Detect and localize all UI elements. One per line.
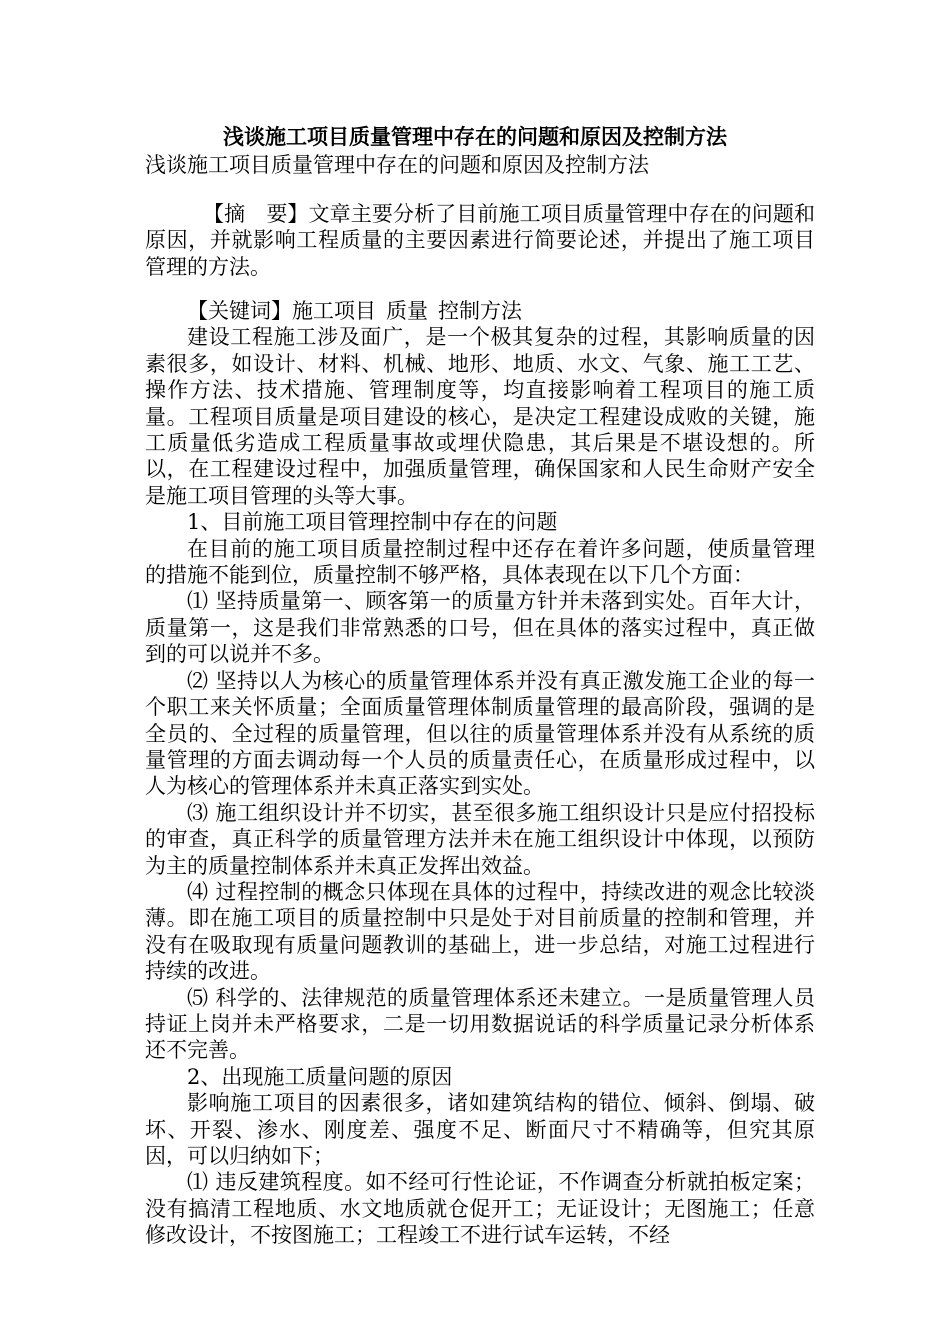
keywords-line xyxy=(145,298,815,324)
body-paragraph: 在目前的施工项目质量控制过程中还存在着许多问题，使质量管理的措施不能到位，质量控制不够严格，具体表现在以下几个方面： xyxy=(145,536,815,588)
body-paragraph: 建设工程施工涉及面广，是一个极其复杂的过程，其影响质量的因素很多，如设计、材料、机械、地形、地质、水文、气象、施工工艺、操作方法、技术措施、管理制度等，均直接影响着工程项目的施工质量。工程项目质量是项目建设的核心，是决定工程建设成败的关键，施工质量低劣造成工程质量事故或埋伏隐患，其后果是不堪设想的。所以，在工程建设过程中，加强质量管理，确保国家和人民生命财产安全是施工项目管理的头等大事。 xyxy=(145,325,815,508)
document-title: 浅谈施工项目质量管理中存在的问题和原因及控制方法 xyxy=(223,124,727,149)
keyword-term: 质量 xyxy=(386,299,428,323)
list-item: ⑶ 施工组织设计并不切实，甚至很多施工组织设计只是应付招投标的审查，真正科学的质量管理方法并未在施工组织设计中体现，以预防为主的质量控制体系并未真正发挥出效益。 xyxy=(145,800,815,878)
keywords-label: 【关键词】 xyxy=(187,299,292,323)
list-item: ⑴ 违反建筑程度。如不经可行性论证，不作调查分析就拍板定案；没有搞清工程地质、水文地质就仓促开工；无证设计；无图施工；任意修改设计，不按图施工；工程竣工不进行试车运转，不经 xyxy=(145,1170,815,1248)
body-section xyxy=(145,298,815,1249)
list-item: ⑸ 科学的、法律规范的质量管理体系还未建立。一是质量管理人员持证上岗并未严格要求，二是一切用数据说话的科学质量记录分析体系还不完善。 xyxy=(145,985,815,1063)
body-paragraph: 影响施工项目的因素很多，诸如建筑结构的错位、倾斜、倒塌、破坏、开裂、渗水、刚度差、强度不足、断面尺寸不精确等，但究其原因，可以归纳如下； xyxy=(145,1091,815,1168)
section-heading: 1、目前施工项目管理控制中存在的问题 xyxy=(187,510,558,535)
keyword-term: 施工项目 xyxy=(292,299,376,323)
abstract-section xyxy=(145,201,815,280)
document-subtitle: 浅谈施工项目质量管理中存在的问题和原因及控制方法 xyxy=(145,153,649,177)
list-item: ⑷ 过程控制的概念只体现在具体的过程中，持续改进的观念比较淡薄。即在施工项目的质量控制中只是处于对目前质量的控制和管理，并没有在吸取现有质量问题教训的基础上，进一步总结，对施工过程进行持续的改进。 xyxy=(145,879,815,984)
list-item: ⑵ 坚持以人为核心的质量管理体系并没有真正激发施工企业的每一个职工来关怀质量；全面质量管理体制质量管理的最高阶段，强调的是全员的、全过程的质量管理，但以往的质量管理体系并没有从系统的质量管理的方面去调动每一个人员的质量责任心，在质量形成过程中，以人为核心的管理体系并未真正落实到实处。 xyxy=(145,668,815,799)
abstract-paragraph: 【摘 要】文章主要分析了目前施工项目质量管理中存在的问题和原因，并就影响工程质量的主要因素进行简要论述，并提出了施工项目管理的方法。 xyxy=(145,202,815,279)
list-item: ⑴ 坚持质量第一、顾客第一的质量方针并未落到实处。百年大计，质量第一，这是我们非常熟悉的口号，但在具体的落实过程中，真正做到的可以说并不多。 xyxy=(145,589,815,667)
section-heading: 2、出现施工质量问题的原因 xyxy=(187,1064,453,1089)
keyword-term: 控制方法 xyxy=(438,299,522,323)
